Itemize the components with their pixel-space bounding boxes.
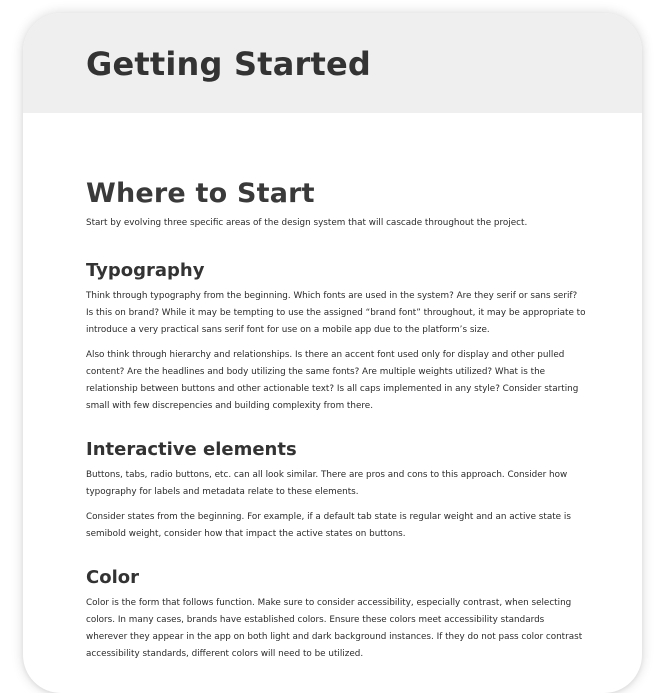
typography-paragraph-1: Think through typography from the beginning. Which fonts are used in the system? Are they serif or sans serif? Is this on brand? While it may be tempting to use the assigned “brand font” throughout, it may be appropriate to introduce a very practical sans serif font for use on a mobile app due to the platform’s size. — [86, 291, 586, 335]
interactive-heading: Interactive elements — [86, 439, 297, 460]
interactive-paragraph-2: Consider states from the beginning. For example, if a default tab state is regular weight and an active state is semibold weight, consider how that impact the active states on buttons. — [86, 512, 571, 539]
section-intro: Start by evolving three specific areas of the design system that will cascade throughout the project. — [86, 218, 528, 228]
document-card — [23, 13, 642, 693]
document-content — [86, 177, 586, 663]
typography-paragraph-2: Also think through hierarchy and relationships. Is there an accent font used only for display and other pulled content? Are the headlines and body utilizing the same fonts? Are multiple weights utilized? What is the relationship between buttons and other actionable text? Is all caps implemented in any style? Consider starting small with few discrepencies and building complexity from there. — [86, 350, 579, 411]
color-heading: Color — [86, 567, 139, 588]
section-heading: Where to Start — [86, 178, 315, 209]
interactive-paragraph-1: Buttons, tabs, radio buttons, etc. can all look similar. There are pros and cons to this approach. Consider how typography for labels and metadata relate to these elements. — [86, 470, 568, 497]
page-title: Getting Started — [86, 45, 371, 83]
typography-heading: Typography — [86, 260, 205, 281]
color-paragraph-1: Color is the form that follows function. Make sure to consider accessibility, especially contrast, when selecting colors. In many cases, brands have established colors. Ensure these colors meet accessibility standards wherever they appear in the app on both light and dark background instances. If they do not pass color contrast accessibility standards, different colors will need to be utilized. — [86, 598, 583, 659]
page-header — [23, 13, 642, 113]
